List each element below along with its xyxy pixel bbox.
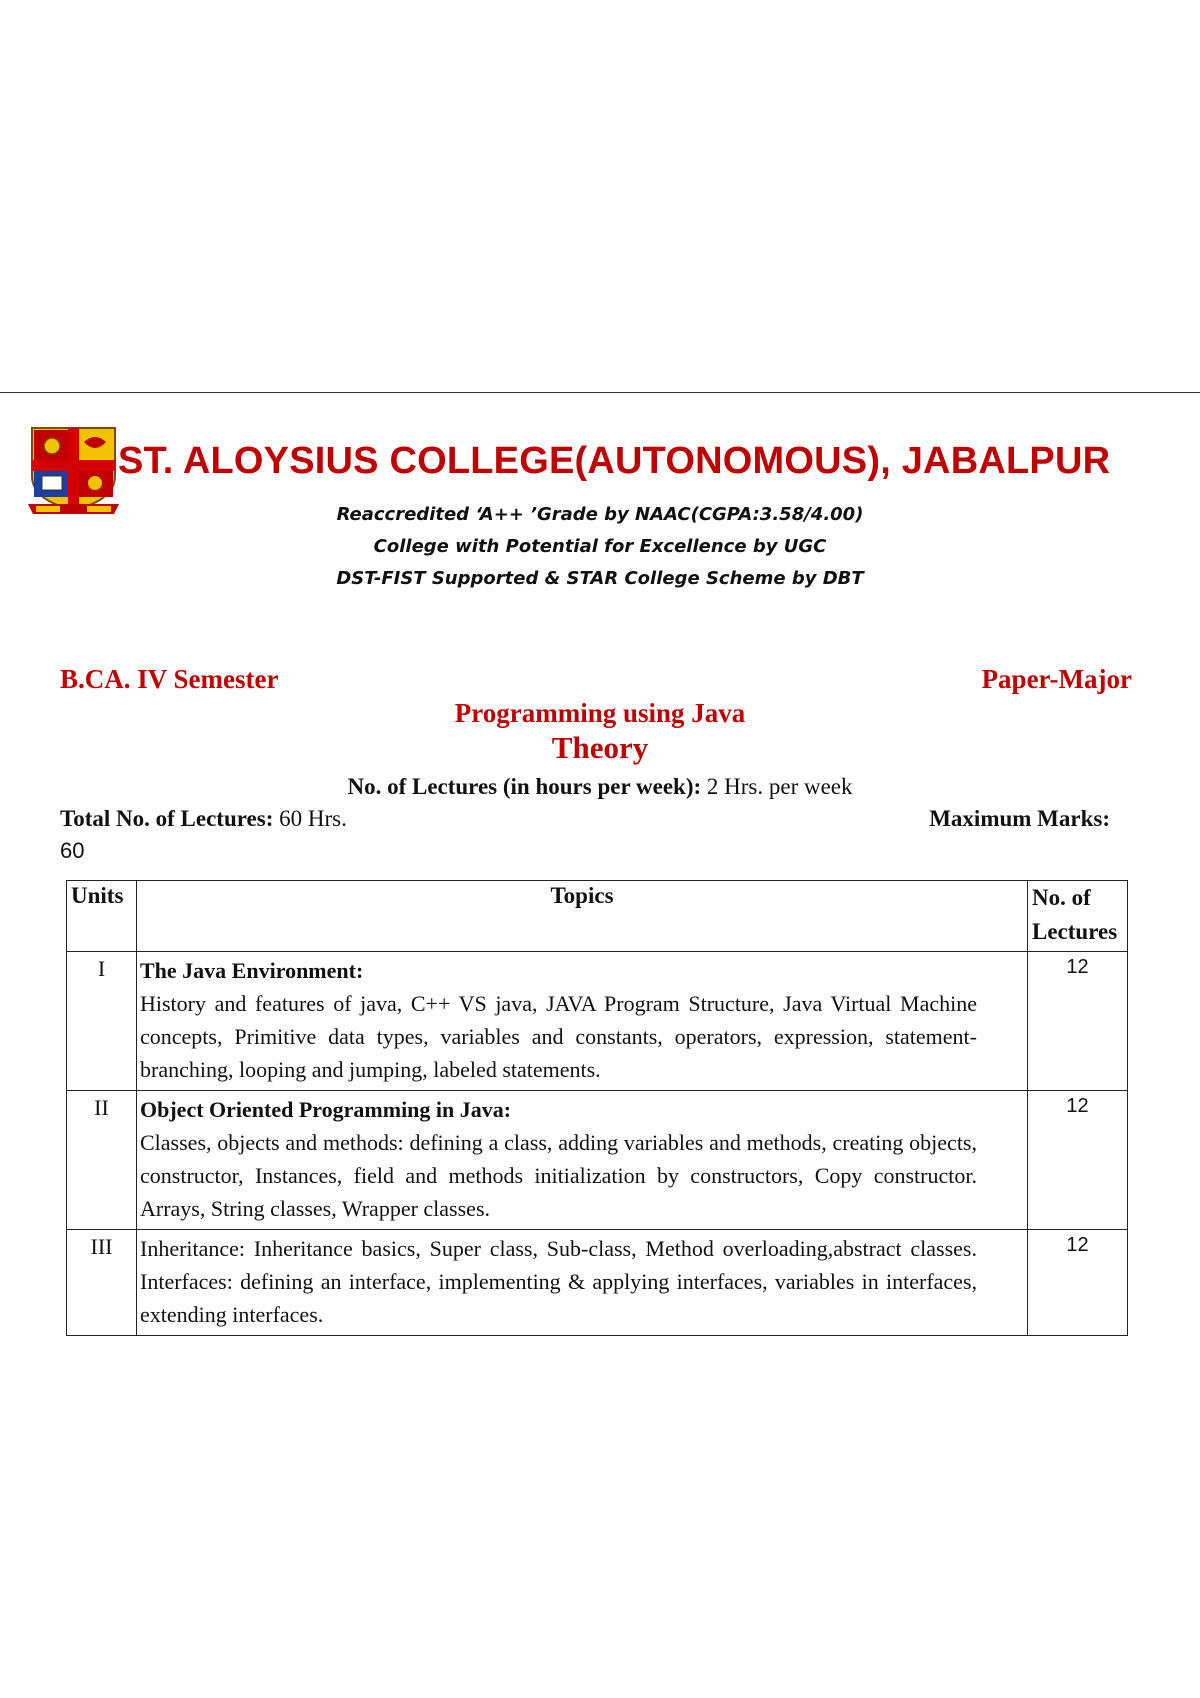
unit-title: The Java Environment: <box>140 958 364 983</box>
unit-topics <box>137 1230 1028 1336</box>
semester-label: B.CA. IV Semester <box>60 664 279 694</box>
course-type: Theory <box>551 730 649 765</box>
unit-description: Classes, objects and methods: defining a class, adding variables and methods, creating objects, constructor, Instances, field and methods initialization by constructors, Copy constructor. Arrays, String classes, Wrapper classes. <box>140 1130 977 1221</box>
total-lectures-value: 60 Hrs. <box>273 806 347 831</box>
paper-label: Paper-Major <box>981 664 1132 694</box>
unit-description: History and features of java, C++ VS java, JAVA Program Structure, Java Virtual Machine concepts, Primitive data types, variables and constants, operators, expression, statement-branching, looping and jumping, labeled statements. <box>140 991 977 1082</box>
max-marks-value: 60 <box>60 838 85 863</box>
table-row <box>67 1230 1128 1336</box>
unit-topics <box>137 952 1028 1091</box>
page-top-rule <box>0 392 1200 393</box>
header-lectures: No. of Lectures <box>1028 881 1128 952</box>
lectures-per-week <box>150 774 1050 800</box>
unit-lectures: 12 <box>1028 1091 1128 1230</box>
accreditation-naac: Reaccredited ‘A++ ’Grade by NAAC(CGPA:3.58/4.00) <box>336 504 864 525</box>
table-row <box>67 1091 1128 1230</box>
accreditation-dbt: DST-FIST Supported & STAR College Scheme by DBT <box>336 568 864 589</box>
lectures-per-week-label: No. of Lectures (in hours per week): <box>347 774 702 799</box>
max-marks-label: Maximum Marks: <box>929 806 1110 831</box>
course-title: Programming using Java <box>454 698 746 728</box>
accreditation-ugc: College with Potential for Excellence by UGC <box>373 536 827 557</box>
lectures-per-week-value: 2 Hrs. per week <box>701 774 853 799</box>
unit-description: Inheritance: Inheritance basics, Super class, Sub-class, Method overloading,abstract classes. Interfaces: defining an interface, implementing & applying interfaces, variables in interfaces, extending interfaces. <box>140 1236 977 1327</box>
unit-lectures: 12 <box>1028 1230 1128 1336</box>
college-name: ST. ALOYSIUS COLLEGE(AUTONOMOUS), JABALPUR <box>118 440 1111 482</box>
unit-lectures: 12 <box>1028 952 1128 1091</box>
table-header-row <box>67 881 1128 952</box>
unit-number: III <box>67 1230 137 1336</box>
unit-topics <box>137 1091 1028 1230</box>
unit-number: II <box>67 1091 137 1230</box>
header-topics: Topics <box>137 881 1028 952</box>
unit-title: Object Oriented Programming in Java: <box>140 1097 512 1122</box>
total-lectures <box>60 806 347 832</box>
table-row <box>67 952 1128 1091</box>
college-crest-icon <box>26 424 121 516</box>
unit-number: I <box>67 952 137 1091</box>
total-lectures-label: Total No. of Lectures: <box>60 806 274 831</box>
syllabus-table <box>66 880 1128 1336</box>
header-units: Units <box>67 881 137 952</box>
